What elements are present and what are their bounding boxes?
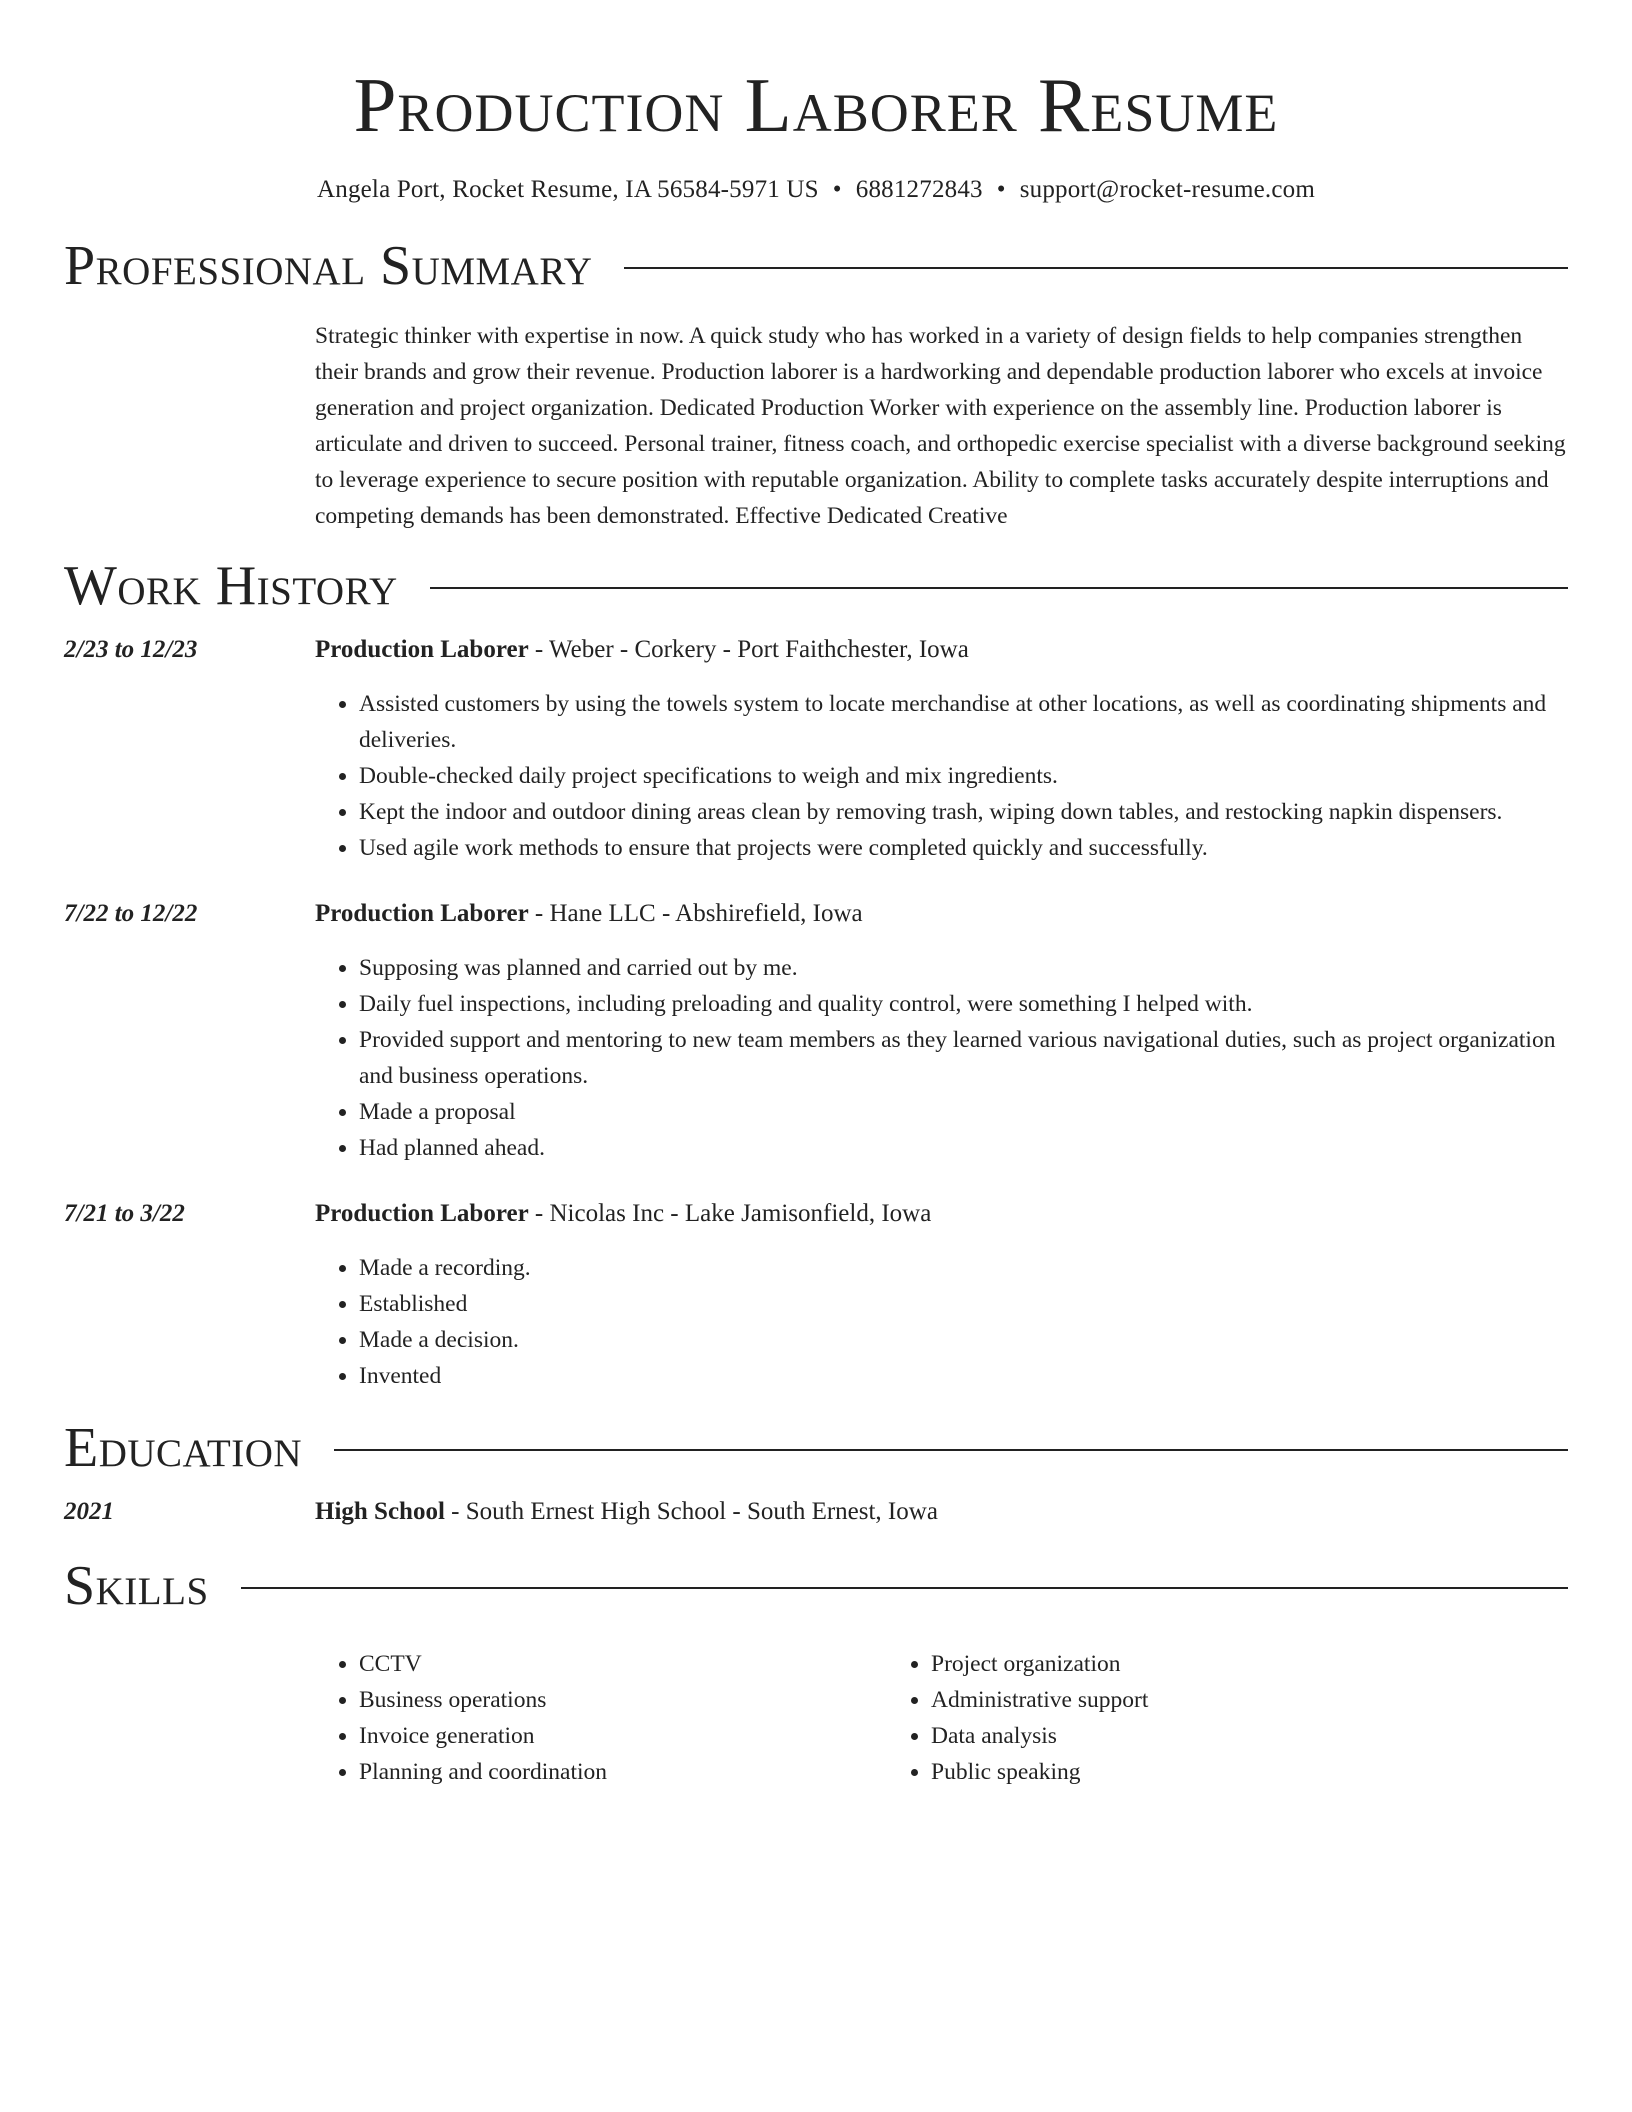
job-title: Production Laborer bbox=[315, 636, 529, 663]
contact-separator: • bbox=[996, 176, 1006, 203]
job-employer: - Hane LLC - Abshirefield, Iowa bbox=[528, 900, 863, 927]
skills-section-header bbox=[64, 1554, 1568, 1618]
list-item: • Invented bbox=[359, 1358, 1568, 1394]
job-bullets bbox=[315, 1250, 1568, 1394]
skills-column-right bbox=[887, 1646, 1459, 1790]
job-bullets bbox=[315, 950, 1568, 1166]
job-dates: 2/23 to 12/23 bbox=[64, 636, 198, 663]
skill-item: • Planning and coordination bbox=[359, 1754, 887, 1790]
job-headline bbox=[315, 632, 1568, 668]
list-item: • Supposing was planned and carried out by me. bbox=[359, 950, 1568, 986]
job-dates: 7/21 to 3/22 bbox=[64, 1200, 185, 1227]
contact-line bbox=[64, 174, 1568, 206]
skill-item: • CCTV bbox=[359, 1646, 887, 1682]
job-entry bbox=[64, 632, 1568, 866]
skill-item: • Project organization bbox=[931, 1646, 1459, 1682]
job-dates: 7/22 to 12/22 bbox=[64, 900, 198, 927]
education-entry bbox=[64, 1494, 1568, 1530]
skill-item: • Public speaking bbox=[931, 1754, 1459, 1790]
job-employer: - Nicolas Inc - Lake Jamisonfield, Iowa bbox=[528, 1200, 932, 1227]
job-entry bbox=[64, 896, 1568, 1166]
list-item: • Provided support and mentoring to new team members as they learned various navigational duties, such as project organization and business operations. bbox=[359, 1022, 1568, 1094]
list-item: • Made a decision. bbox=[359, 1322, 1568, 1358]
job-employer: - Weber - Corkery - Port Faithchester, Iowa bbox=[528, 636, 969, 663]
list-item: • Daily fuel inspections, including preloading and quality control, were something I helped with. bbox=[359, 986, 1568, 1022]
skills-list bbox=[315, 1646, 1568, 1790]
section-divider bbox=[334, 1449, 1568, 1451]
list-item: • Made a proposal bbox=[359, 1094, 1568, 1130]
skill-item: • Business operations bbox=[359, 1682, 887, 1718]
summary-heading: Professional Summary bbox=[64, 235, 593, 297]
job-headline bbox=[315, 896, 1568, 932]
summary-section-header bbox=[64, 234, 1568, 298]
section-divider bbox=[430, 587, 1568, 589]
resume-title: Production Laborer Resume bbox=[353, 62, 1279, 148]
skill-item: • Administrative support bbox=[931, 1682, 1459, 1718]
job-headline bbox=[315, 1196, 1568, 1232]
list-item: • Assisted customers by using the towels system to locate merchandise at other locations, as well as coordinating shipments and deliveries. bbox=[359, 686, 1568, 758]
section-divider bbox=[241, 1587, 1568, 1589]
education-year: 2021 bbox=[64, 1498, 114, 1525]
education-section-header bbox=[64, 1416, 1568, 1480]
contact-address: Angela Port, Rocket Resume, IA 56584-5971 US bbox=[316, 176, 819, 203]
summary-text: Strategic thinker with expertise in now. A quick study who has worked in a variety of design fields to help companies strengthen their brands and grow their revenue. Production laborer is a hardworking and dependable production laborer who excels at invoice generation and project organization. Dedicated Production Worker with experience on the assembly line. Production laborer is articulate and driven to succeed. Personal trainer, fitness coach, and orthopedic exercise specialist with a diverse background seeking to leverage experience to secure position with reputable organization. Ability to complete tasks accurately despite interruptions and competing demands has been demonstrated. Effective Dedicated Creative bbox=[315, 323, 1566, 529]
contact-phone: 6881272843 bbox=[855, 176, 983, 203]
list-item: • Made a recording. bbox=[359, 1250, 1568, 1286]
list-item: • Established bbox=[359, 1286, 1568, 1322]
list-item: • Had planned ahead. bbox=[359, 1130, 1568, 1166]
job-bullets bbox=[315, 686, 1568, 866]
education-headline bbox=[315, 1494, 1568, 1530]
skills-column-left bbox=[315, 1646, 887, 1790]
contact-separator: • bbox=[832, 176, 842, 203]
list-item: • Kept the indoor and outdoor dining areas clean by removing trash, wiping down tables, and restocking napkin dispensers. bbox=[359, 794, 1568, 830]
skill-item: • Invoice generation bbox=[359, 1718, 887, 1754]
job-entry bbox=[64, 1196, 1568, 1394]
work-section-header bbox=[64, 554, 1568, 618]
education-school: - South Ernest High School - South Ernest, Iowa bbox=[444, 1498, 938, 1525]
skills-heading: Skills bbox=[64, 1555, 209, 1617]
list-item: • Used agile work methods to ensure that projects were completed quickly and successfully. bbox=[359, 830, 1568, 866]
skill-item: • Data analysis bbox=[931, 1718, 1459, 1754]
section-divider bbox=[624, 267, 1568, 269]
education-degree: High School bbox=[315, 1498, 445, 1525]
list-item: • Double-checked daily project specifications to weigh and mix ingredients. bbox=[359, 758, 1568, 794]
job-title: Production Laborer bbox=[315, 1200, 529, 1227]
work-heading: Work History bbox=[64, 555, 398, 617]
job-title: Production Laborer bbox=[315, 900, 529, 927]
contact-email: support@rocket-resume.com bbox=[1019, 176, 1315, 203]
education-heading: Education bbox=[64, 1417, 303, 1479]
